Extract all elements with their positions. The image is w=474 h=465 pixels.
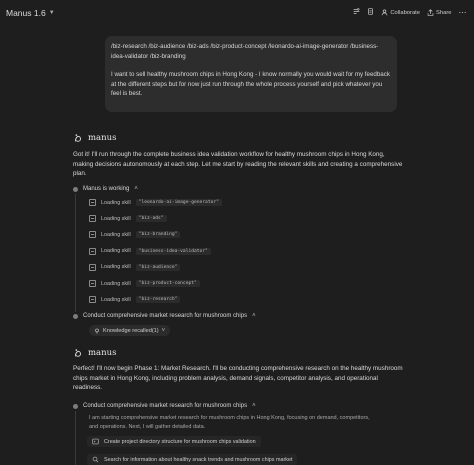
step-label: Manus is working	[83, 186, 130, 192]
skill-prefix: Loading skill	[101, 296, 131, 303]
files-icon[interactable]	[367, 8, 374, 17]
task-search[interactable]	[87, 454, 297, 465]
agent-header	[73, 133, 116, 143]
skill-row[interactable]	[89, 199, 222, 206]
step-connector	[75, 194, 76, 312]
manus-logo-icon	[73, 133, 83, 143]
task-create-directory[interactable]	[87, 436, 261, 447]
skill-row[interactable]	[89, 231, 180, 238]
document-icon	[89, 280, 96, 287]
skill-prefix: Loading skill	[101, 264, 131, 271]
user-message-commands: /biz-research /biz-audience /biz-ads /biz-product-concept /leonardo-ai-image-generator /business-idea-validator /biz-branding	[111, 43, 379, 60]
step-connector	[75, 411, 76, 465]
share-button[interactable]	[427, 9, 451, 16]
tools-icon[interactable]	[353, 8, 360, 17]
lightbulb-icon	[94, 328, 100, 334]
step-status-icon	[73, 404, 78, 409]
skill-prefix: Loading skill	[101, 231, 131, 238]
step-status-icon	[73, 187, 78, 192]
collaborate-label: Collaborate	[390, 9, 421, 16]
document-icon	[89, 248, 96, 255]
task-label: Search for information about healthy snack trends and mushroom chips market	[104, 456, 293, 463]
chevron-down-icon: ˅	[161, 327, 166, 334]
skill-row[interactable]	[89, 248, 211, 255]
step-label: Conduct comprehensive market research for mushroom chips	[83, 403, 248, 409]
user-message-text: I want to sell healthy mushroom chips in Hong Kong - I know normally you would wait for my feedback at the different steps but for now just run through the whole process yourself and pick whatever you feel is best.	[111, 71, 390, 97]
step-detail: I am starting comprehensive market research for mushroom chips in Hong Kong, focusing on demand, competitors, and operations. Next, I will gather detailed data.	[89, 415, 370, 430]
chevron-down-icon[interactable]: ▼	[48, 9, 55, 16]
share-icon	[427, 9, 434, 16]
chevron-up-icon[interactable]: ˄	[252, 313, 256, 319]
skill-name: "biz-product-concept"	[136, 280, 200, 287]
skill-name: "business-idea-validator"	[136, 248, 211, 255]
toolbar-actions	[353, 0, 466, 25]
skill-row[interactable]	[89, 280, 200, 287]
skill-name: "biz-ads"	[136, 215, 167, 222]
manus-logo-icon	[73, 348, 83, 358]
skill-prefix: Loading skill	[101, 248, 131, 255]
agent-name: manus	[88, 133, 117, 143]
more-icon[interactable]: ⋯	[458, 8, 466, 17]
knowledge-recalled-button[interactable]	[89, 325, 170, 336]
skill-prefix: Loading skill	[101, 215, 131, 222]
user-icon	[381, 9, 388, 16]
step-status-icon	[73, 314, 78, 319]
skill-row[interactable]	[89, 215, 167, 222]
collaborate-button[interactable]	[381, 9, 420, 16]
terminal-icon	[92, 438, 99, 445]
step-label: Conduct comprehensive market research for mushroom chips	[83, 313, 248, 319]
step-manus-working[interactable]	[73, 186, 138, 192]
skill-name: "biz-research"	[136, 296, 181, 303]
agent-header	[73, 348, 116, 358]
document-icon	[89, 296, 96, 303]
skill-row[interactable]	[89, 296, 180, 303]
skill-name: "leonardo-ai-image-generator"	[136, 199, 222, 206]
agent-reply-2: Perfect! I'll now begin Phase 1: Market Research. I'll be conducting comprehensive research on the healthy mushroom chips market in Hong Kong, including problem analysis, demand signals, competitor analysis, and operational readiness.	[73, 365, 403, 391]
chevron-up-icon[interactable]: ˄	[134, 186, 138, 192]
chevron-up-icon[interactable]: ˄	[252, 403, 256, 409]
document-icon	[89, 215, 96, 222]
agent-reply-1: Got it! I'll run through the complete business idea validation workflow for healthy mushroom chips in Hong Kong, making decisions autonomously at each step. Let me start by reading the relevant skills and creating a comprehensive plan.	[73, 151, 403, 177]
step-market-research[interactable]	[73, 313, 256, 319]
app-title[interactable]: Manus 1.6	[6, 7, 46, 18]
search-icon	[92, 456, 99, 463]
agent-name: manus	[88, 348, 117, 358]
share-label: Share	[436, 9, 452, 16]
knowledge-label: Knowledge recalled(1)	[103, 327, 159, 334]
skill-row[interactable]	[89, 264, 180, 271]
document-icon	[89, 199, 96, 206]
document-icon	[89, 231, 96, 238]
skill-name: "biz-branding"	[136, 231, 181, 238]
task-label: Create project directory structure for mushroom chips validation	[104, 438, 256, 445]
user-message	[105, 36, 397, 112]
document-icon	[89, 264, 96, 271]
skill-prefix: Loading skill	[101, 280, 131, 287]
skill-prefix: Loading skill	[101, 199, 131, 206]
step-market-research-2[interactable]	[73, 403, 256, 409]
skill-name: "biz-audience"	[136, 264, 181, 271]
